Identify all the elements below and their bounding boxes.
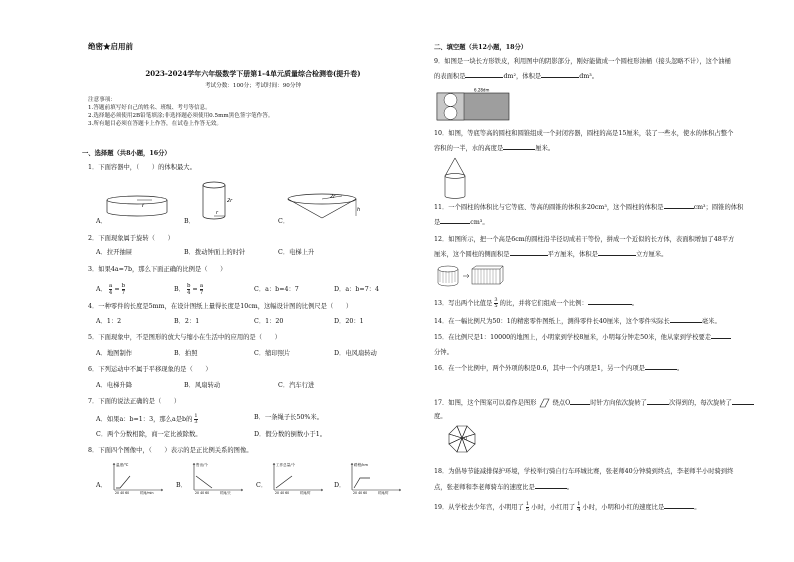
note-item: 2.选择题必须使用2B铅笔填涂;非选择题必须使用0.5mm黑色签字笔作答。: [88, 113, 274, 119]
notes-heading: 注意事项：: [88, 97, 116, 103]
graph-x-label: 时间/min: [140, 491, 154, 495]
graph-ticks: 20 40 60: [275, 491, 290, 495]
graph-y-label: 温度/℃: [116, 463, 129, 467]
option-b: B．拍照: [174, 350, 198, 357]
option-b: B．一条绳子长50%米。: [254, 414, 323, 421]
sheet-figure: [436, 87, 510, 121]
question-stem: 2．下面现象属于旋转（ ）: [88, 235, 174, 242]
graph-line: [354, 478, 370, 488]
fig-label-2r: 2r: [227, 198, 233, 204]
graph-x-label: 时间/时: [300, 491, 311, 495]
graph-y-label: 路程/km: [354, 463, 368, 467]
option-b: B．: [184, 218, 195, 225]
question-line: 11．一个圆柱的体积比与它等底、等高的圆锥的体积多20cm³，这个圆柱的体积是 cm³；圆锥的体积: [434, 204, 744, 211]
graph-line: [116, 476, 130, 488]
option-c: C．汽车行进: [278, 382, 315, 389]
question-line: 10．如图，等底等高的圆柱和圆锥组成一个封闭容器，圆柱的高是15厘米，装了一些水，使水的体积占整个: [434, 130, 734, 137]
option-a: A．如果a：b=1：3，那么a是b的 $\frac{1}{3}$: [96, 413, 198, 425]
rotation-pattern-figure: [442, 421, 482, 455]
option-a: A．拉开抽屉: [96, 249, 133, 256]
note-item: 3.所有题目必须在答题卡上作答，在试卷上作答无效。: [88, 121, 222, 127]
question-line: 是 cm³。: [434, 219, 489, 226]
fig-label-r: r: [216, 210, 219, 216]
option-label: D．: [334, 482, 346, 489]
question-stem: 6．下列运动中不属于平移现象的是（ ）: [88, 366, 212, 373]
graph-line: [196, 476, 212, 488]
option-a: A．电梯升降: [96, 382, 133, 389]
exam-meta: 考试分数：100分；考试时间：90分钟: [204, 83, 302, 89]
question-line: 厘米，这个圆柱的侧面积是 平方厘米，体积是 立方厘米。: [434, 251, 668, 258]
point-o-label: O: [464, 436, 468, 441]
option-d: D．电风扇转动: [334, 350, 377, 357]
graph-x-label: 时间/天: [220, 491, 231, 495]
graph-ticks: 20 40 60: [353, 491, 368, 495]
option-c: C．电梯上升: [278, 249, 315, 256]
fig-label-h: h: [357, 207, 360, 213]
question-line: 17．如图，这个图案可以看作是图形 绕点O 时针方向依次旋转了 次得到的，每次旋转了: [434, 398, 754, 408]
option-b: B．2：1: [174, 318, 200, 325]
option-label: B．: [176, 482, 187, 489]
graph-line: [276, 476, 292, 488]
mini-graph: [266, 460, 330, 496]
exam-title: 2023-2024学年六年级数学下册第1-4单元质量综合检测卷(提升卷): [145, 69, 361, 78]
note-item: 1.答题前填写好自己的姓名、班级、考号等信息。: [88, 105, 211, 111]
option-a: A．: [96, 218, 107, 225]
option-label: C．: [256, 482, 268, 489]
option-d: D．20：1: [334, 318, 364, 325]
cone-cylinder-figure: [442, 156, 468, 200]
question-line: 18．为倡导节能减排保护环境，学校举行骑自行车环城比赛，张老师40分钟骑到终点，李老师半小时骑到终: [434, 468, 734, 475]
option-a: A．1：2: [96, 318, 122, 325]
graph-ticks: 20 40 60: [195, 491, 210, 495]
option-b: B．风扇转动: [184, 382, 221, 389]
fig-label-r: r: [142, 202, 145, 209]
question-stem: 4．一种零件的长度是5mm，在设计图纸上量得长度是10cm，这幅设计图的比例尺是（ ）: [88, 303, 353, 310]
question-line: 点，张老师和李老师骑车的速度比是 。: [434, 484, 574, 491]
question-line: 容积的一半，水的高度是 厘米。: [434, 145, 555, 152]
question-line: 12．如图所示，把一个高是6cm的圆柱沿半径切成若干等份，拼成一个近似的长方体，表面积增加了48平方: [434, 236, 735, 243]
option-b: B． $\frac{b}{4}$ = $\frac{a}{7}$: [174, 283, 204, 296]
question-line: 9．如图是一块长方形铁皮，利用图中的阴影部分，刚好能做成一个圆柱形油桶（接头忽略不计），这个油桶: [434, 58, 731, 65]
question-line: 分钟。: [434, 349, 453, 356]
question-line: 13．写出两个比值是 $\frac{3}{5}$ 的比，并将它们组成一个比例： 。: [434, 297, 639, 309]
flat-cylinder-figure: [104, 194, 170, 220]
mini-graph: [106, 460, 170, 496]
option-d: D．a：b=7：4: [334, 286, 380, 293]
section-title: 一、选择题（共8小题，16分）: [82, 150, 171, 157]
option-label: A．: [96, 482, 107, 489]
option-c: C．a：b=4：7: [254, 286, 299, 293]
option-c: C．: [278, 218, 290, 225]
cylinder-cut-figure: [436, 263, 504, 289]
option-a: A． $\frac{a}{4}$ = $\frac{b}{7}$: [96, 283, 126, 296]
section-title: 二、填空题（共12小题，18分）: [434, 44, 528, 51]
question-stem: 1．下面容器中，（ ）的体积最大。: [88, 164, 196, 171]
graph-x-label: 时间/时: [378, 491, 389, 495]
question-line: 19．从学校去少年宫，小明用了 $\frac{1}{5}$ 小时，小红用了 $\frac{1}{4}$ 小时，小明和小红的速度比是 。: [434, 501, 701, 513]
mini-graph: [186, 460, 250, 496]
question-line: 15．在比例尺是1：10000的地图上，小明家到学校8厘米，小明每分钟走50米，他从家到学校要走: [434, 334, 731, 342]
rhombus-icon: [538, 398, 550, 408]
question-line: 度。: [434, 413, 447, 420]
graph-y-label: 售出/个: [196, 463, 208, 467]
option-a: A．地图制作: [96, 350, 133, 357]
question-line: 14．在一幅比例尺为50：1的精密零件图纸上，测得零件长40厘米，这个零件实际长 毫米。: [434, 318, 721, 325]
question-line: 的表面积是 dm²，体积是 dm³。: [434, 73, 599, 80]
question-line: 16．在一个比例中，两个外项的积是0.6，其中一个内项是1，另一个内项是 。: [434, 365, 684, 372]
option-b: B．拨动钟面上的时针: [184, 249, 246, 256]
graph-ticks: 20 40 60: [115, 491, 130, 495]
question-stem: 7．下面的说法正确的是（ ）: [88, 398, 181, 405]
option-c: C．1：20: [254, 318, 284, 325]
question-stem: 3．如果4a=7b，那么下面正确的比例是（ ）: [88, 266, 227, 273]
secret-label: 绝密★启用前: [88, 42, 133, 51]
option-c: C．两个分数相除，商一定比被除数。: [96, 431, 202, 438]
graph-y-label: 工作总量/个: [276, 463, 296, 467]
tall-cylinder-figure: [200, 180, 238, 222]
question-stem: 8．下面四个图像中，（ ）表示的是正比例关系的图像。: [88, 447, 253, 454]
mini-graph: [344, 460, 408, 496]
fig-label-2r: 2r: [330, 194, 336, 200]
sheet-width-label: 6.28dm: [474, 87, 490, 93]
option-c: C．缩印照片: [254, 350, 291, 357]
cone-figure: [286, 192, 360, 222]
option-d: D．假分数的倒数小于1。: [254, 431, 327, 438]
question-stem: 5．下面现象中，不是图形的放大与缩小在生活中的应用的是（ ）: [88, 334, 281, 341]
